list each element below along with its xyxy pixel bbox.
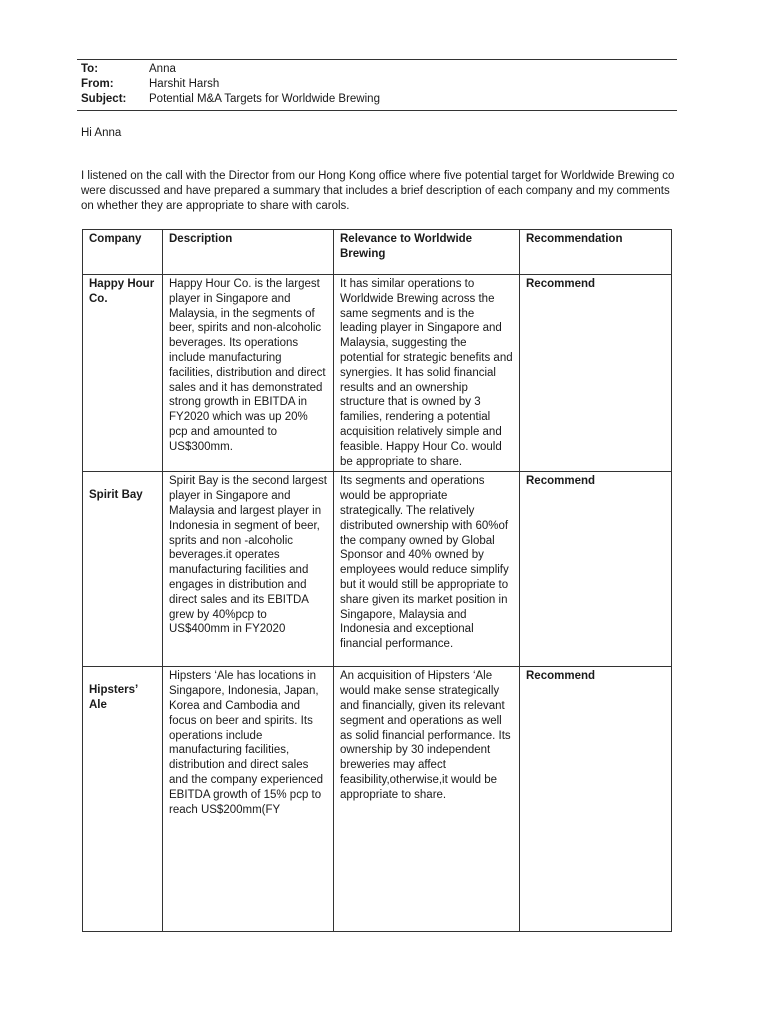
memo-subject-row	[77, 92, 677, 107]
company-cell: Happy Hour Co.	[83, 275, 163, 472]
header-description: Description	[163, 230, 334, 275]
from-label: From:	[81, 78, 114, 90]
recommendation-cell: Recommend	[520, 667, 672, 932]
company-cell: Hipsters’ Ale	[83, 667, 163, 932]
memo-from-row	[77, 77, 677, 92]
table-row	[83, 472, 672, 667]
header-relevance: Relevance to Worldwide Brewing	[334, 230, 520, 275]
header-company: Company	[83, 230, 163, 275]
memo-to-row	[77, 62, 677, 77]
relevance-cell: Its segments and operations would be appropriate strategically. The relatively distributed ownership with 60%of the company owned by Global Sponsor and 40% owned by employees would reduce simplify but it would still be appropriate to share given its market position in Singapore, Malaysia and Indonesia and exceptional financial performance.	[334, 472, 520, 667]
table-row	[83, 667, 672, 932]
to-label: To:	[81, 63, 99, 75]
description-cell: Spirit Bay is the second largest player in Singapore and Malaysia and largest player in Indonesia in segment of beer, sprits and non -alcoholic beverages.it operates manufacturing facilities and engages in distribution and direct sales and its EBITDA grew by 40%pcp to US$400mm in FY2020	[163, 472, 334, 667]
recommendation-cell: Recommend	[520, 275, 672, 472]
recommendation-cell: Recommend	[520, 472, 672, 667]
memo-header	[77, 59, 677, 111]
description-cell: Hipsters ‘Ale has locations in Singapore, Indonesia, Japan, Korea and Cambodia and focus on beer and spirits. Its operations include manufacturing facilities, distribution and direct sales and the company experienced EBITDA growth of 15% pcp to reach US$200mm(FY	[163, 667, 334, 932]
intro-paragraph: I listened on the call with the Director from our Hong Kong office where five potential target for Worldwide Brewing co were discussed and have prepared a summary that includes a brief description of each company and my comments on whether they are appropriate to share with carols.	[81, 170, 675, 212]
description-cell: Happy Hour Co. is the largest player in Singapore and Malaysia, in the segments of beer, spirits and non-alcoholic beverages. Its operations include manufacturing facilities, distribution and direct sales and it has demonstrated strong growth in EBITDA in FY2020 which was up 20% pcp and amounted to US$300mm.	[163, 275, 334, 472]
relevance-cell: It has similar operations to Worldwide Brewing across the same segments and is the leading player in Singapore and Malaysia, suggesting the potential for strategic benefits and synergies. It has solid financial results and an ownership structure that is owned by 3 families, rendering a potential acquisition relatively simple and feasible. Happy Hour Co. would be appropriate to share.	[334, 275, 520, 472]
header-recommendation: Recommendation	[520, 230, 672, 275]
to-value: Anna	[149, 63, 176, 75]
company-cell: Spirit Bay	[83, 472, 163, 667]
relevance-cell: An acquisition of Hipsters ‘Ale would make sense strategically and financially, given its relevant segment and operations as well as solid financial performance. Its ownership by 30 independent breweries may affect feasibility,otherwise,it would be appropriate to share.	[334, 667, 520, 932]
table-header-row	[83, 230, 672, 275]
subject-value: Potential M&A Targets for Worldwide Brewing	[149, 93, 380, 105]
targets-table	[82, 229, 672, 932]
subject-label: Subject:	[81, 93, 127, 105]
table-row	[83, 275, 672, 472]
greeting: Hi Anna	[81, 127, 122, 139]
from-value: Harshit Harsh	[149, 78, 220, 90]
